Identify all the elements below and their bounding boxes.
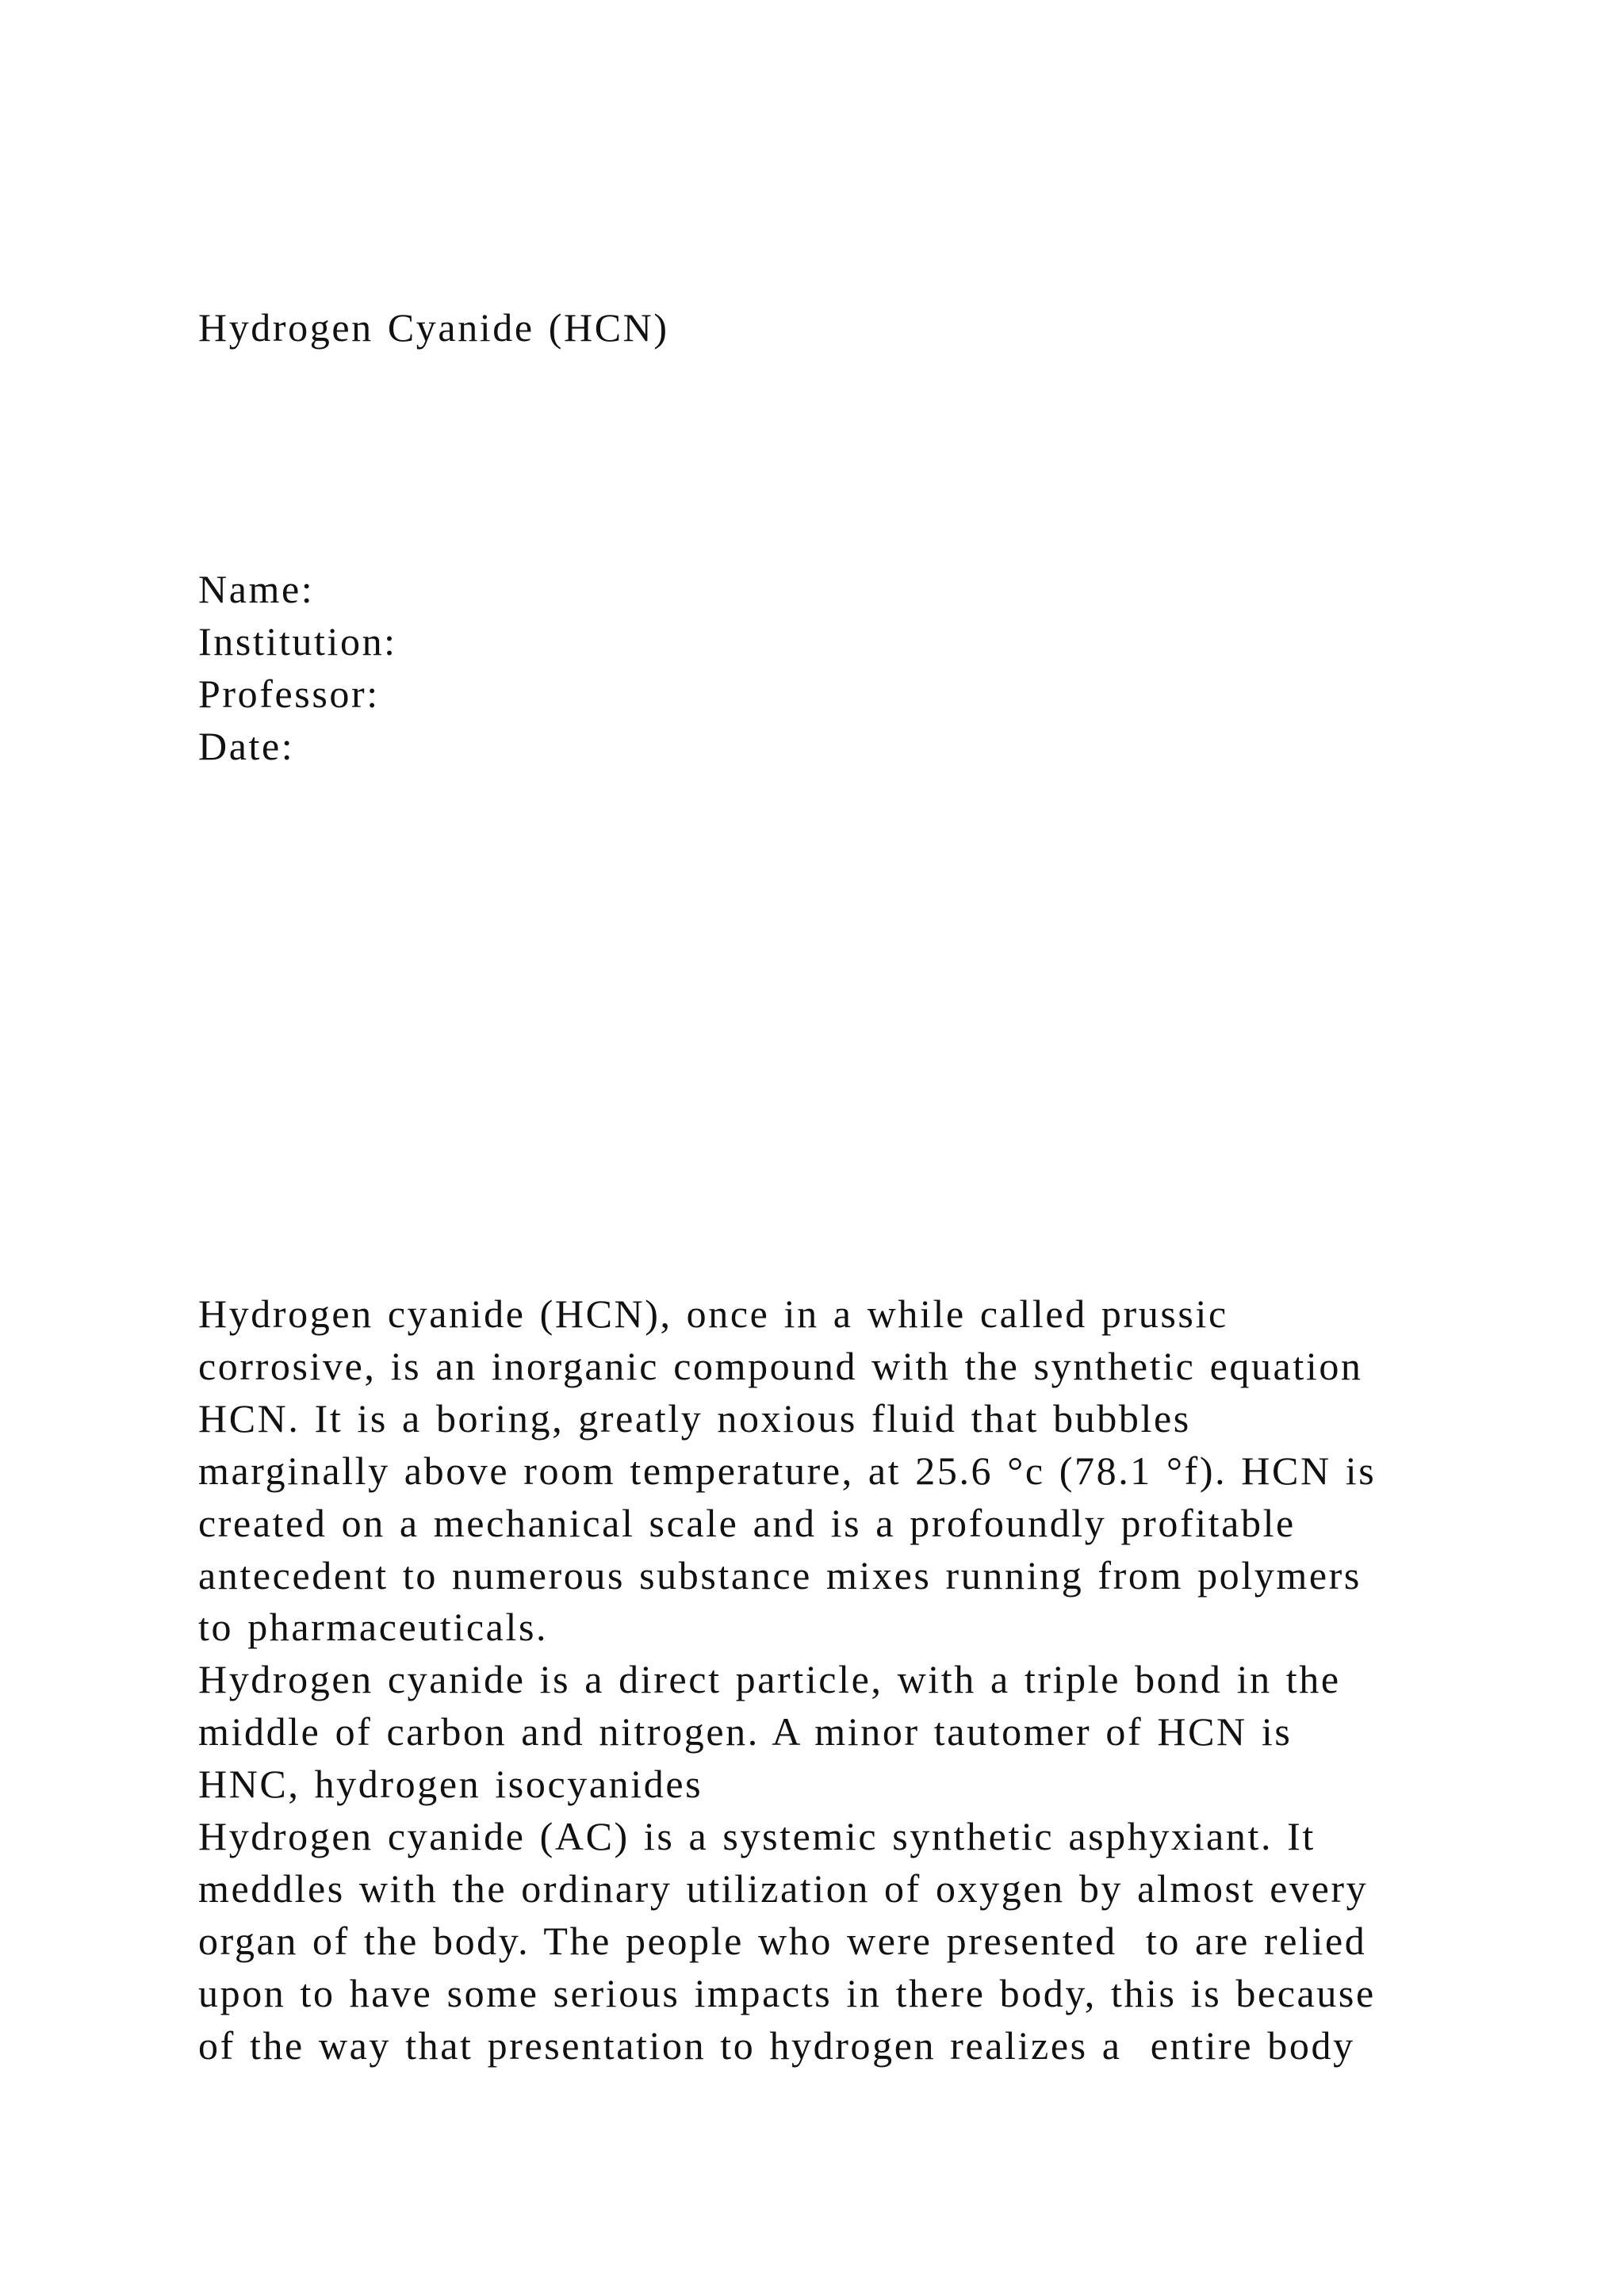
body-line: meddles with the ordinary utilization of oxygen by almost every bbox=[198, 1866, 1369, 1911]
body-line: middle of carbon and nitrogen. A minor tautomer of HCN is bbox=[198, 1709, 1293, 1755]
body-line: organ of the body. The people who were presented to are relied bbox=[198, 1918, 1367, 1963]
body-line: to pharmaceuticals. bbox=[198, 1605, 549, 1650]
body-line: upon to have some serious impacts in there body, this is because bbox=[198, 1970, 1376, 2015]
date-label: Date: bbox=[198, 724, 295, 768]
body-line: HCN. It is a boring, greatly noxious fluid that bubbles bbox=[198, 1395, 1191, 1441]
professor-label: Professor: bbox=[198, 672, 380, 716]
body-line: marginally above room temperature, at 25.6 °c (78.1 °f). HCN is bbox=[198, 1448, 1377, 1493]
document-title: Hydrogen Cyanide (HCN) bbox=[198, 305, 669, 350]
body-line: Hydrogen cyanide (AC) is a systemic synthetic asphyxiant. It bbox=[198, 1814, 1316, 1859]
institution-label: Institution: bbox=[198, 619, 397, 664]
name-label: Name: bbox=[198, 567, 315, 611]
body-line: antecedent to numerous substance mixes running from polymers bbox=[198, 1552, 1362, 1598]
body-line: corrosive, is an inorganic compound with the synthetic equation bbox=[198, 1343, 1363, 1388]
body-line: Hydrogen cyanide is a direct particle, with a triple bond in the bbox=[198, 1657, 1341, 1702]
body-line: created on a mechanical scale and is a profoundly profitable bbox=[198, 1500, 1296, 1545]
body-line: of the way that presentation to hydrogen realizes a entire body bbox=[198, 2022, 1355, 2068]
body-line: Hydrogen cyanide (HCN), once in a while called prussic bbox=[198, 1292, 1228, 1336]
body-line: HNC, hydrogen isocyanides bbox=[198, 1762, 703, 1807]
body-text bbox=[198, 1288, 1515, 2072]
